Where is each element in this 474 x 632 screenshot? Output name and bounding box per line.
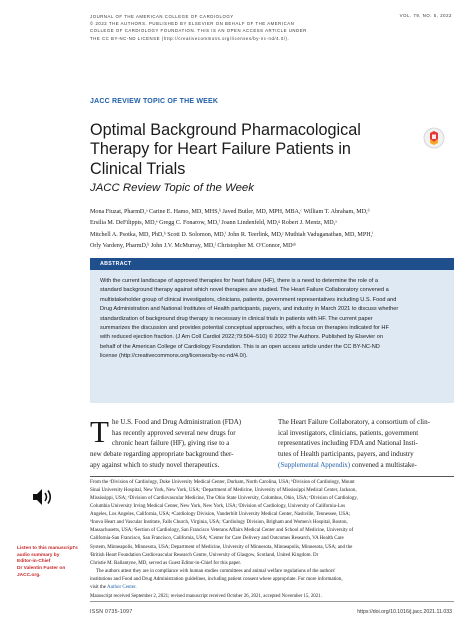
audio-line: audio summary by <box>17 552 60 558</box>
affiliation-line <box>90 584 456 592</box>
footer-divider <box>90 601 454 602</box>
audio-line: Listen to this manuscript's <box>17 546 78 551</box>
body-line <box>278 460 454 471</box>
affiliation-line: California-San Francisco, San Francisco, California, USA; ᵏCenter for Care Delivery and Outcomes Research, VA Health Care <box>90 536 344 542</box>
body-column-right <box>278 417 454 471</box>
title-line: Clinical Trials <box>90 159 186 178</box>
abstract-line: standard background therapy against which novel therapies are studied. The Heart Failure Collaboratory convened a <box>100 287 389 294</box>
header-line: JOURNAL OF THE AMERICAN COLLEGE OF CARDIOLOGY <box>90 14 234 19</box>
author-list <box>90 207 452 252</box>
header-line: © 2022 THE AUTHORS. PUBLISHED BY ELSEVIER ON BEHALF OF THE AMERICAN <box>90 21 295 27</box>
body-line: chronic heart failure (HF), giving rise to a <box>112 439 230 448</box>
doi-link[interactable]: https://doi.org/10.1016/j.jacc.2021.11.033 <box>357 609 452 615</box>
abstract-line: summarizes the discussion and provides potential conceptual approaches, with a focus on therapies indicated for HF <box>100 325 389 332</box>
body-line: new debate regarding appropriate background ther- <box>90 450 234 459</box>
body-line: he U.S. Food and Drug Administration (FDA) <box>112 418 242 426</box>
abstract-line: standardization of background drug therapy is necessary in clinical trials in patients with HF. The current paper <box>100 315 373 322</box>
author-line: Mitchell A. Psotka, MD, PhD,ʰ Scott D. Solomon, MD,ⁱ John R. Teerlink, MD,ʲ Muthiah Vaduganathan, MD, MPH,ⁱ <box>90 231 374 238</box>
affiliation-text: visit the <box>90 584 107 590</box>
body-line: tutes of Health participants, payers, and industry <box>278 450 414 459</box>
abstract-line: with reduced ejection fraction. (J Am Coll Cardiol 2022;79:504–510) © 2022 The Authors. Published by Elsevier on <box>100 334 383 341</box>
article-kicker: JACC REVIEW TOPIC OF THE WEEK <box>90 98 219 105</box>
journal-header <box>90 13 440 42</box>
affiliation-line: Mississippi, USA; ᵈDivision of Cardiovascular Medicine, The Ohio State University, Columbus, Ohio, USA; ᵉDivision of Cardiology, <box>90 496 358 502</box>
abstract-line: behalf of the American College of Cardiology Foundation. This is an open access article under the CC BY-NC-ND <box>100 343 380 350</box>
body-line: representatives including FDA and National Insti- <box>278 439 418 448</box>
affiliation-line: Angeles, Los Angeles, California, USA; ᵍCardiology Division, Vanderbilt University Medical Center, Nashville, Tennessee, USA; <box>90 512 351 518</box>
section-divider <box>90 476 454 477</box>
article-title <box>90 121 390 179</box>
affiliations-block <box>90 479 456 592</box>
affiliation-line: Massachusetts, USA; ʲSection of Cardiology, San Francisco Veterans Affairs Medical Center and School of Medicine, University of <box>90 528 354 534</box>
author-line: Ersilia M. DeFilippis, MD,ᵉ Gregg C. Fonarow, MD,ᶠ Joann Lindenfeld, MD,ᵍ Robert J. Mentz, MD,ᵃ <box>90 220 337 227</box>
audio-line: JACC.org. <box>17 572 41 578</box>
abstract-line: Drug Administration and National Institutes of Health participants, payers, and industry in March 2021 to discuss whether <box>100 306 399 313</box>
abstract-label: ABSTRACT <box>100 261 132 267</box>
affiliation-line: Christie M. Ballantyne, MD, served as Guest Editor-in-Chief for this paper. <box>90 560 241 566</box>
body-line: apy against which to study novel therapeutics. <box>90 460 220 469</box>
title-line: Optimal Background Pharmacological <box>90 121 361 139</box>
audio-line: Dr Valentin Fuster on <box>17 566 66 572</box>
body-line: ical investigators, clinicians, patients, government <box>278 428 419 437</box>
check-for-updates-icon[interactable] <box>423 127 445 149</box>
speaker-icon[interactable] <box>31 486 55 508</box>
body-column-left <box>90 414 266 471</box>
header-line[interactable]: THE CC BY-NC-ND LICENSE (http://creativecommons.org/licenses/by-nc-nd/4.0/). <box>90 35 290 41</box>
body-line-rest: convened a multistake- <box>350 460 417 469</box>
abstract-line: multistakeholder group of clinical investigators, clinicians, patients, government representatives including U.S. Food and <box>100 296 397 303</box>
volume-info: VOL. 79, NO. 5, 2022 <box>399 13 452 18</box>
issn: ISSN 0735-1097 <box>90 609 133 615</box>
affiliation-line: System, Minneapolis, Minnesota, USA; Department of Medicine, University of Minnesota, Minneapolis, Minnesota, USA; and the <box>90 544 353 550</box>
audio-line: Editor-in-Chief <box>17 559 51 565</box>
abstract-text <box>100 277 446 362</box>
title-line: Therapy for Heart Failure Patients in <box>90 140 351 159</box>
affiliation-line: ʰInova Heart and Vascular Institute, Falls Church, Virginia, USA; ⁱCardiology Division, Brigham and Women's Hospital, Boston, <box>90 520 348 526</box>
author-line: Mona Fiuzat, PharmD,ᵃ Carine E. Hamo, MD, MHS,ᵇ Javed Butler, MD, MPH, MBA,ᶜ William T. Abraham, MD,ᵈ <box>90 209 370 215</box>
affiliation-line: The authors attest they are in compliance with human studies committees and animal welfare regulations of the authors' <box>96 568 336 574</box>
author-center-link[interactable]: Author Center <box>106 584 136 590</box>
affiliation-line: Sinai University Hospital, New York, New York, USA; ᶜDepartment of Medicine, University of Mississippi Medical Center, Jackson, <box>90 488 357 494</box>
article-subtitle: JACC Review Topic of the Week <box>90 182 254 194</box>
audio-summary-note[interactable] <box>17 546 79 580</box>
header-line: COLLEGE OF CARDIOLOGY FOUNDATION. THIS IS AN OPEN ACCESS ARTICLE UNDER <box>90 28 307 34</box>
abstract-line[interactable]: license (http://creativecommons.org/licenses/by-nc-nd/4.0/). <box>100 353 248 360</box>
affiliation-line: From the ᵃDivision of Cardiology, Duke University Medical Center, Durham, North Carolina, USA; ᵇDivision of Cardiology, Mount <box>90 480 355 485</box>
drop-cap: T <box>90 414 109 449</box>
affiliation-line: ˡBritish Heart Foundation Cardiovascular Research Centre, University of Glasgow, Scotland, United Kingdom. Dr <box>90 552 319 558</box>
abstract-box <box>90 258 454 403</box>
abstract-header-bar <box>90 258 454 270</box>
author-line: Orly Vardeny, PharmD,ᵏ John J.V. McMurray, MD,ˡ Christopher M. O'Connor, MDᵃʰ <box>90 242 297 249</box>
manuscript-dates: Manuscript received September 2, 2021; revised manuscript received October 26, 2021, accepted November 15, 2021. <box>90 594 322 599</box>
affiliation-text: . <box>135 584 137 590</box>
affiliation-line: institutions and Food and Drug Administration guidelines, including patient consent where appropriate. For more information, <box>90 576 343 582</box>
abstract-line: With the current landscape of approved therapies for heart failure (HF), there is a need to determine the role of a <box>100 278 378 284</box>
affiliation-line: Columbia University Irving Medical Center, New York, New York, USA; ᶠDivision of Cardiology, University of California-Los <box>90 504 346 510</box>
body-line: The Heart Failure Collaboratory, a consortium of clin- <box>278 418 430 426</box>
supplemental-appendix-link[interactable]: (Supplemental Appendix) <box>278 460 351 469</box>
body-line: has recently approved several new drugs for <box>112 428 236 437</box>
